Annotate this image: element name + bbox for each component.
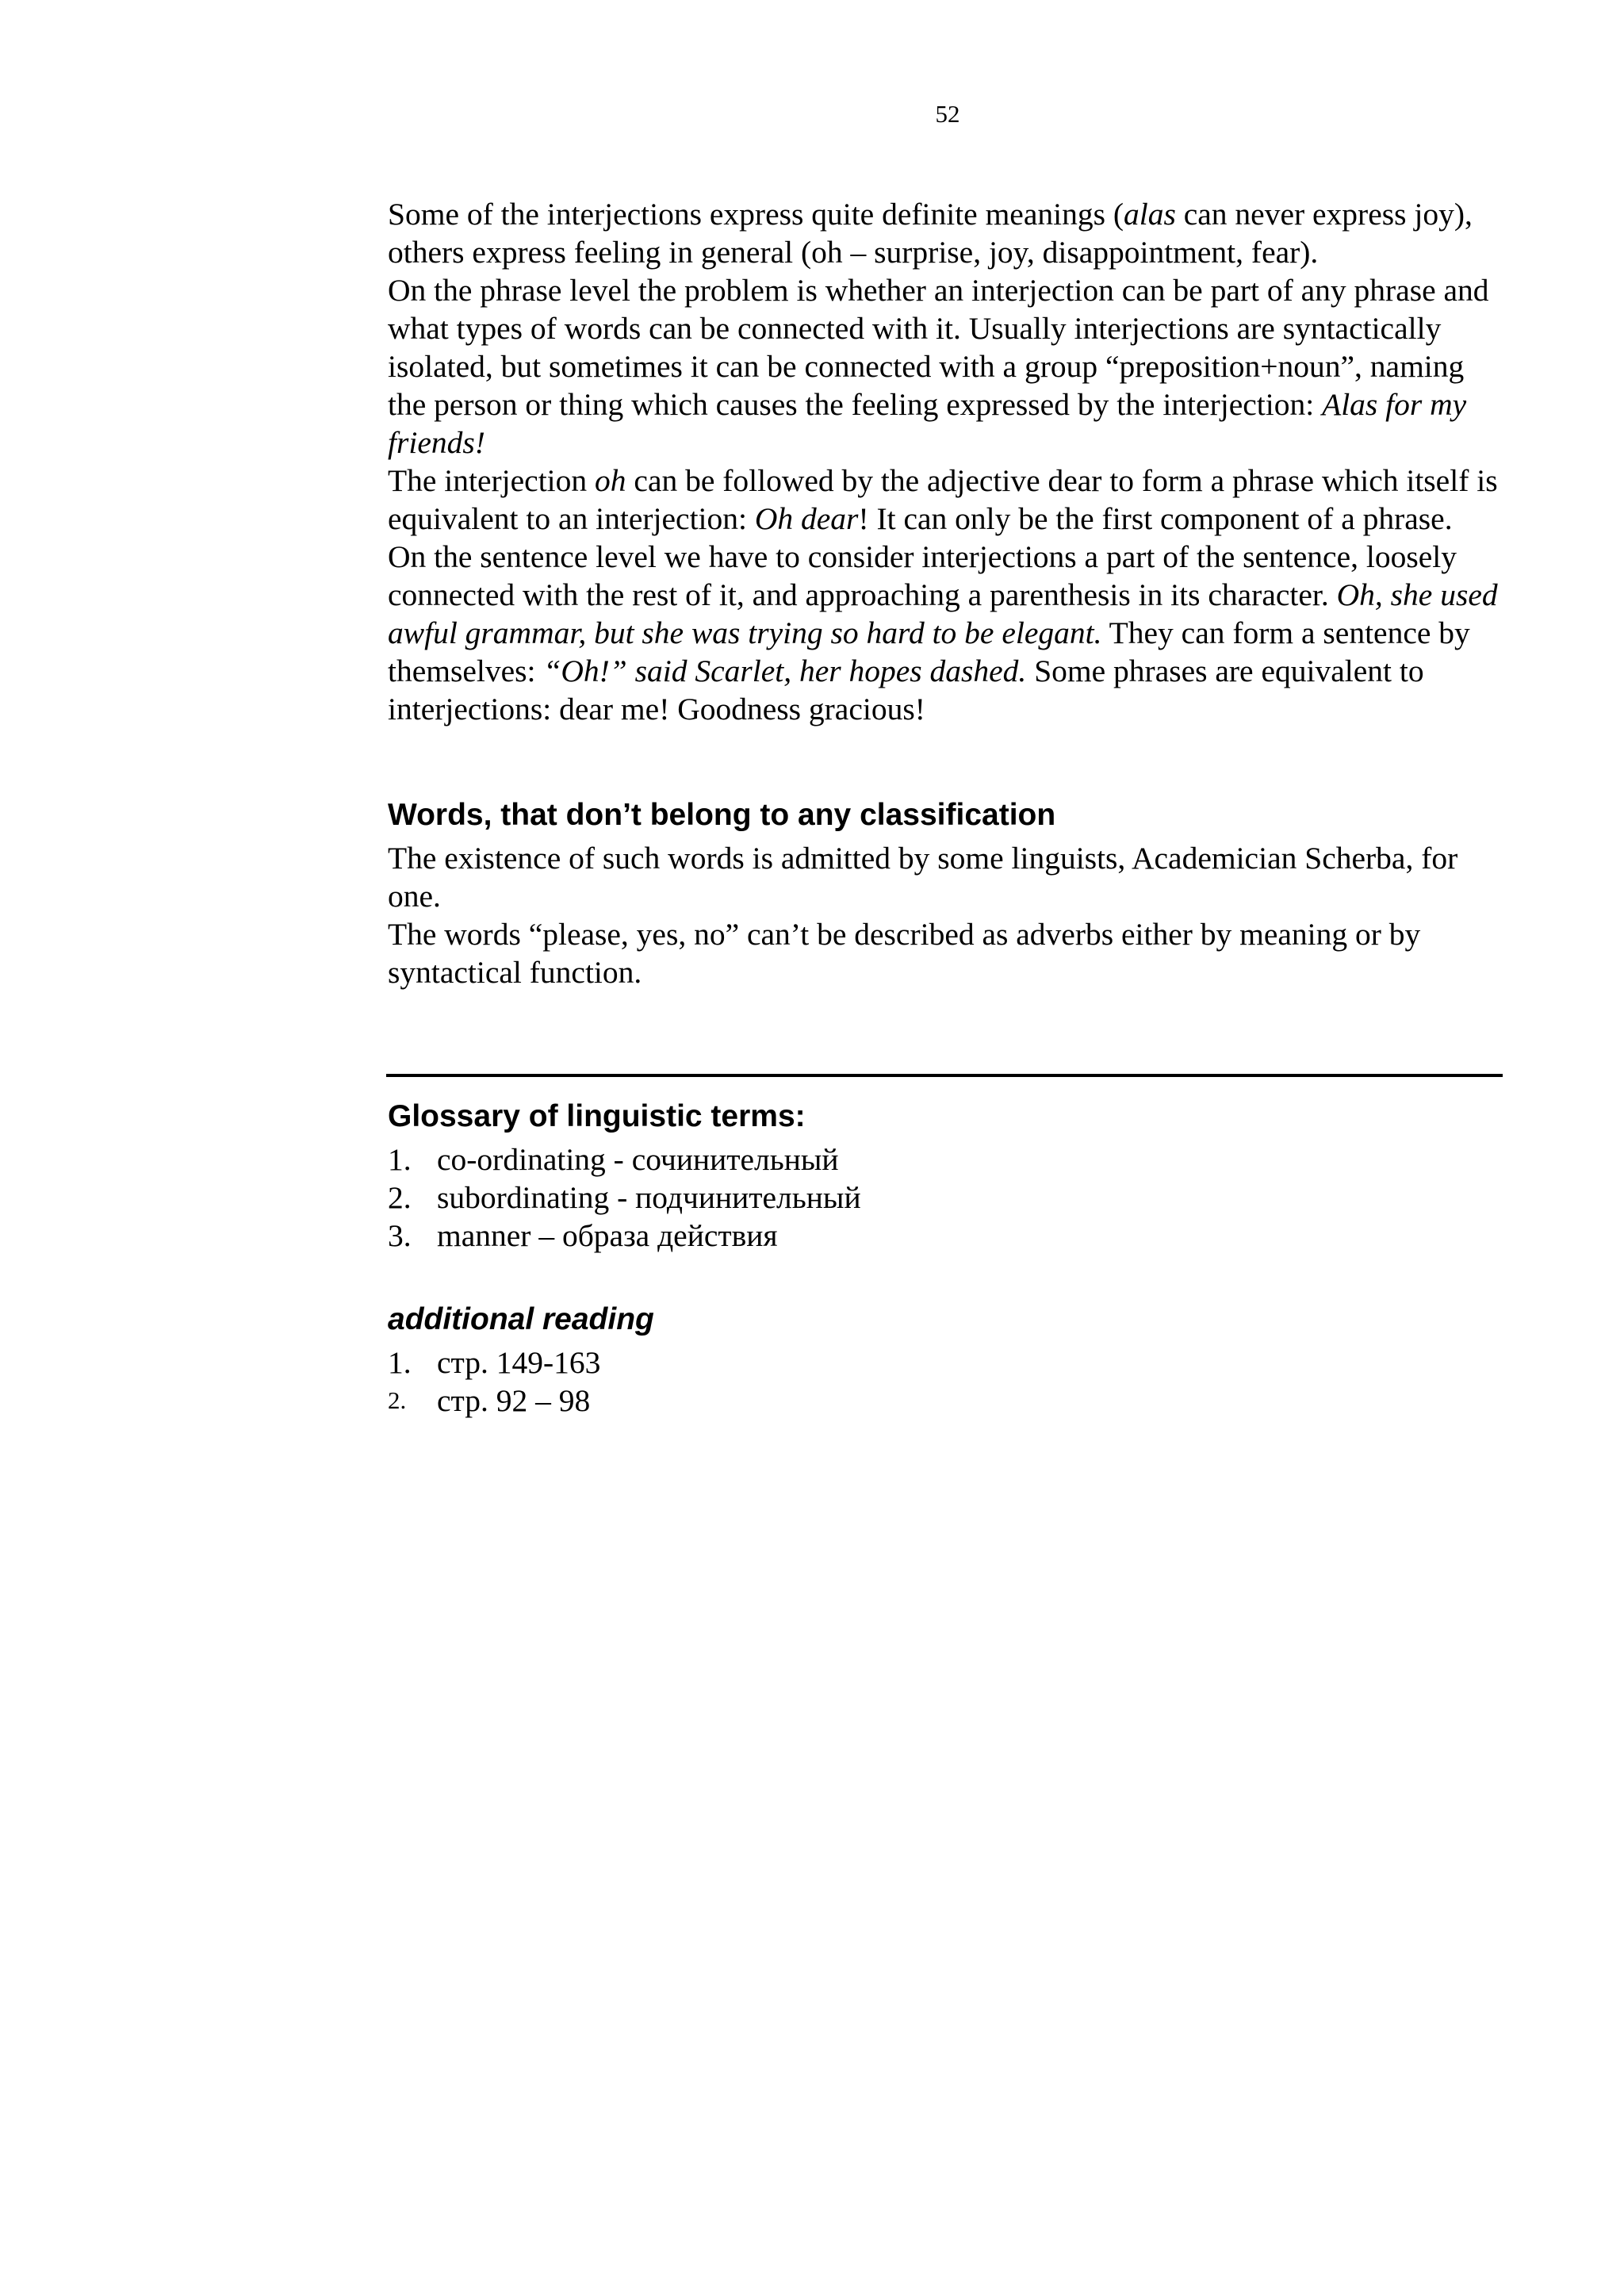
text-run: They can form a sentence by themselves: <box>388 615 1470 688</box>
list-number: 1. <box>388 1345 412 1380</box>
glossary-term: manner – образа действия <box>437 1218 778 1253</box>
please-yes-no-paragraph: The words “please, yes, no” can’t be described as adverbs either by meaning or by syntactical function. <box>388 917 1421 990</box>
oh-dear-paragraph <box>388 462 1506 538</box>
glossary-heading: Glossary of linguistic terms: <box>388 1099 806 1133</box>
text-run: Some of the interjections express quite definite meanings ( <box>388 197 1124 232</box>
example-sentence: “Oh!” said Scarlet, her hopes dashed. <box>543 654 1027 688</box>
example-sentence: Oh, she used awful grammar, but she was trying so hard to be elegant. <box>388 577 1498 650</box>
glossary-term: subordinating - подчинительный <box>437 1180 861 1215</box>
example-word: alas <box>1124 197 1176 232</box>
unclassified-words-heading: Words, that don’t belong to any classification <box>388 798 1056 832</box>
list-number: 2. <box>388 1386 407 1414</box>
interjection-meanings-paragraph <box>388 195 1506 271</box>
text-run: Some phrases are equivalent to interjections: dear me! Goodness gracious! <box>388 654 1424 726</box>
section-divider <box>386 1074 1503 1077</box>
additional-reading-heading: additional reading <box>388 1302 654 1336</box>
glossary-term: co-ordinating - сочинительный <box>437 1142 839 1177</box>
additional-reading-list <box>388 1343 1506 1420</box>
glossary-list <box>388 1140 1506 1255</box>
page-number: 52 <box>935 100 960 128</box>
example-phrase: Alas for my friends! <box>388 387 1467 460</box>
reading-reference: стр. 149-163 <box>437 1345 601 1380</box>
text-run: ! It can only be the first component of a phrase. <box>858 501 1453 536</box>
reading-item <box>388 1343 1506 1382</box>
example-word: oh <box>595 463 626 498</box>
list-number: 2. <box>388 1180 412 1215</box>
reading-reference: стр. 92 – 98 <box>437 1383 591 1418</box>
text-run: On the sentence level we have to consider interjections a part of the sentence, loosely connected with the rest of it, and approaching a parenthesis in its character. <box>388 539 1457 612</box>
text-run: On the phrase level the problem is whether an interjection can be part of any phrase and what types of words can be connected with it. Usually interjections are syntactically isolated, but sometimes it can be connected with a group “preposition+noun”, naming the person or thing which causes the feeling expressed by the interjection: <box>388 273 1489 422</box>
phrase-level-paragraph <box>388 271 1506 462</box>
page-content <box>388 195 1506 1420</box>
text-run: can be followed by the adjective dear to form a phrase which itself is equivalent to an interjection: <box>388 463 1498 536</box>
sentence-level-paragraph <box>388 538 1506 728</box>
text-run: The interjection <box>388 463 596 498</box>
text-run: can never express joy), others express feeling in general (oh – surprise, joy, disappointment, fear). <box>388 197 1473 270</box>
example-phrase: Oh dear <box>754 501 859 536</box>
list-number: 1. <box>388 1142 412 1177</box>
glossary-item <box>388 1179 1506 1217</box>
unclassified-words-paragraph: The existence of such words is admitted by some linguists, Academician Scherba, for one. <box>388 841 1458 914</box>
glossary-item <box>388 1217 1506 1255</box>
glossary-item <box>388 1140 1506 1179</box>
reading-item <box>388 1382 1506 1420</box>
list-number: 3. <box>388 1218 412 1253</box>
